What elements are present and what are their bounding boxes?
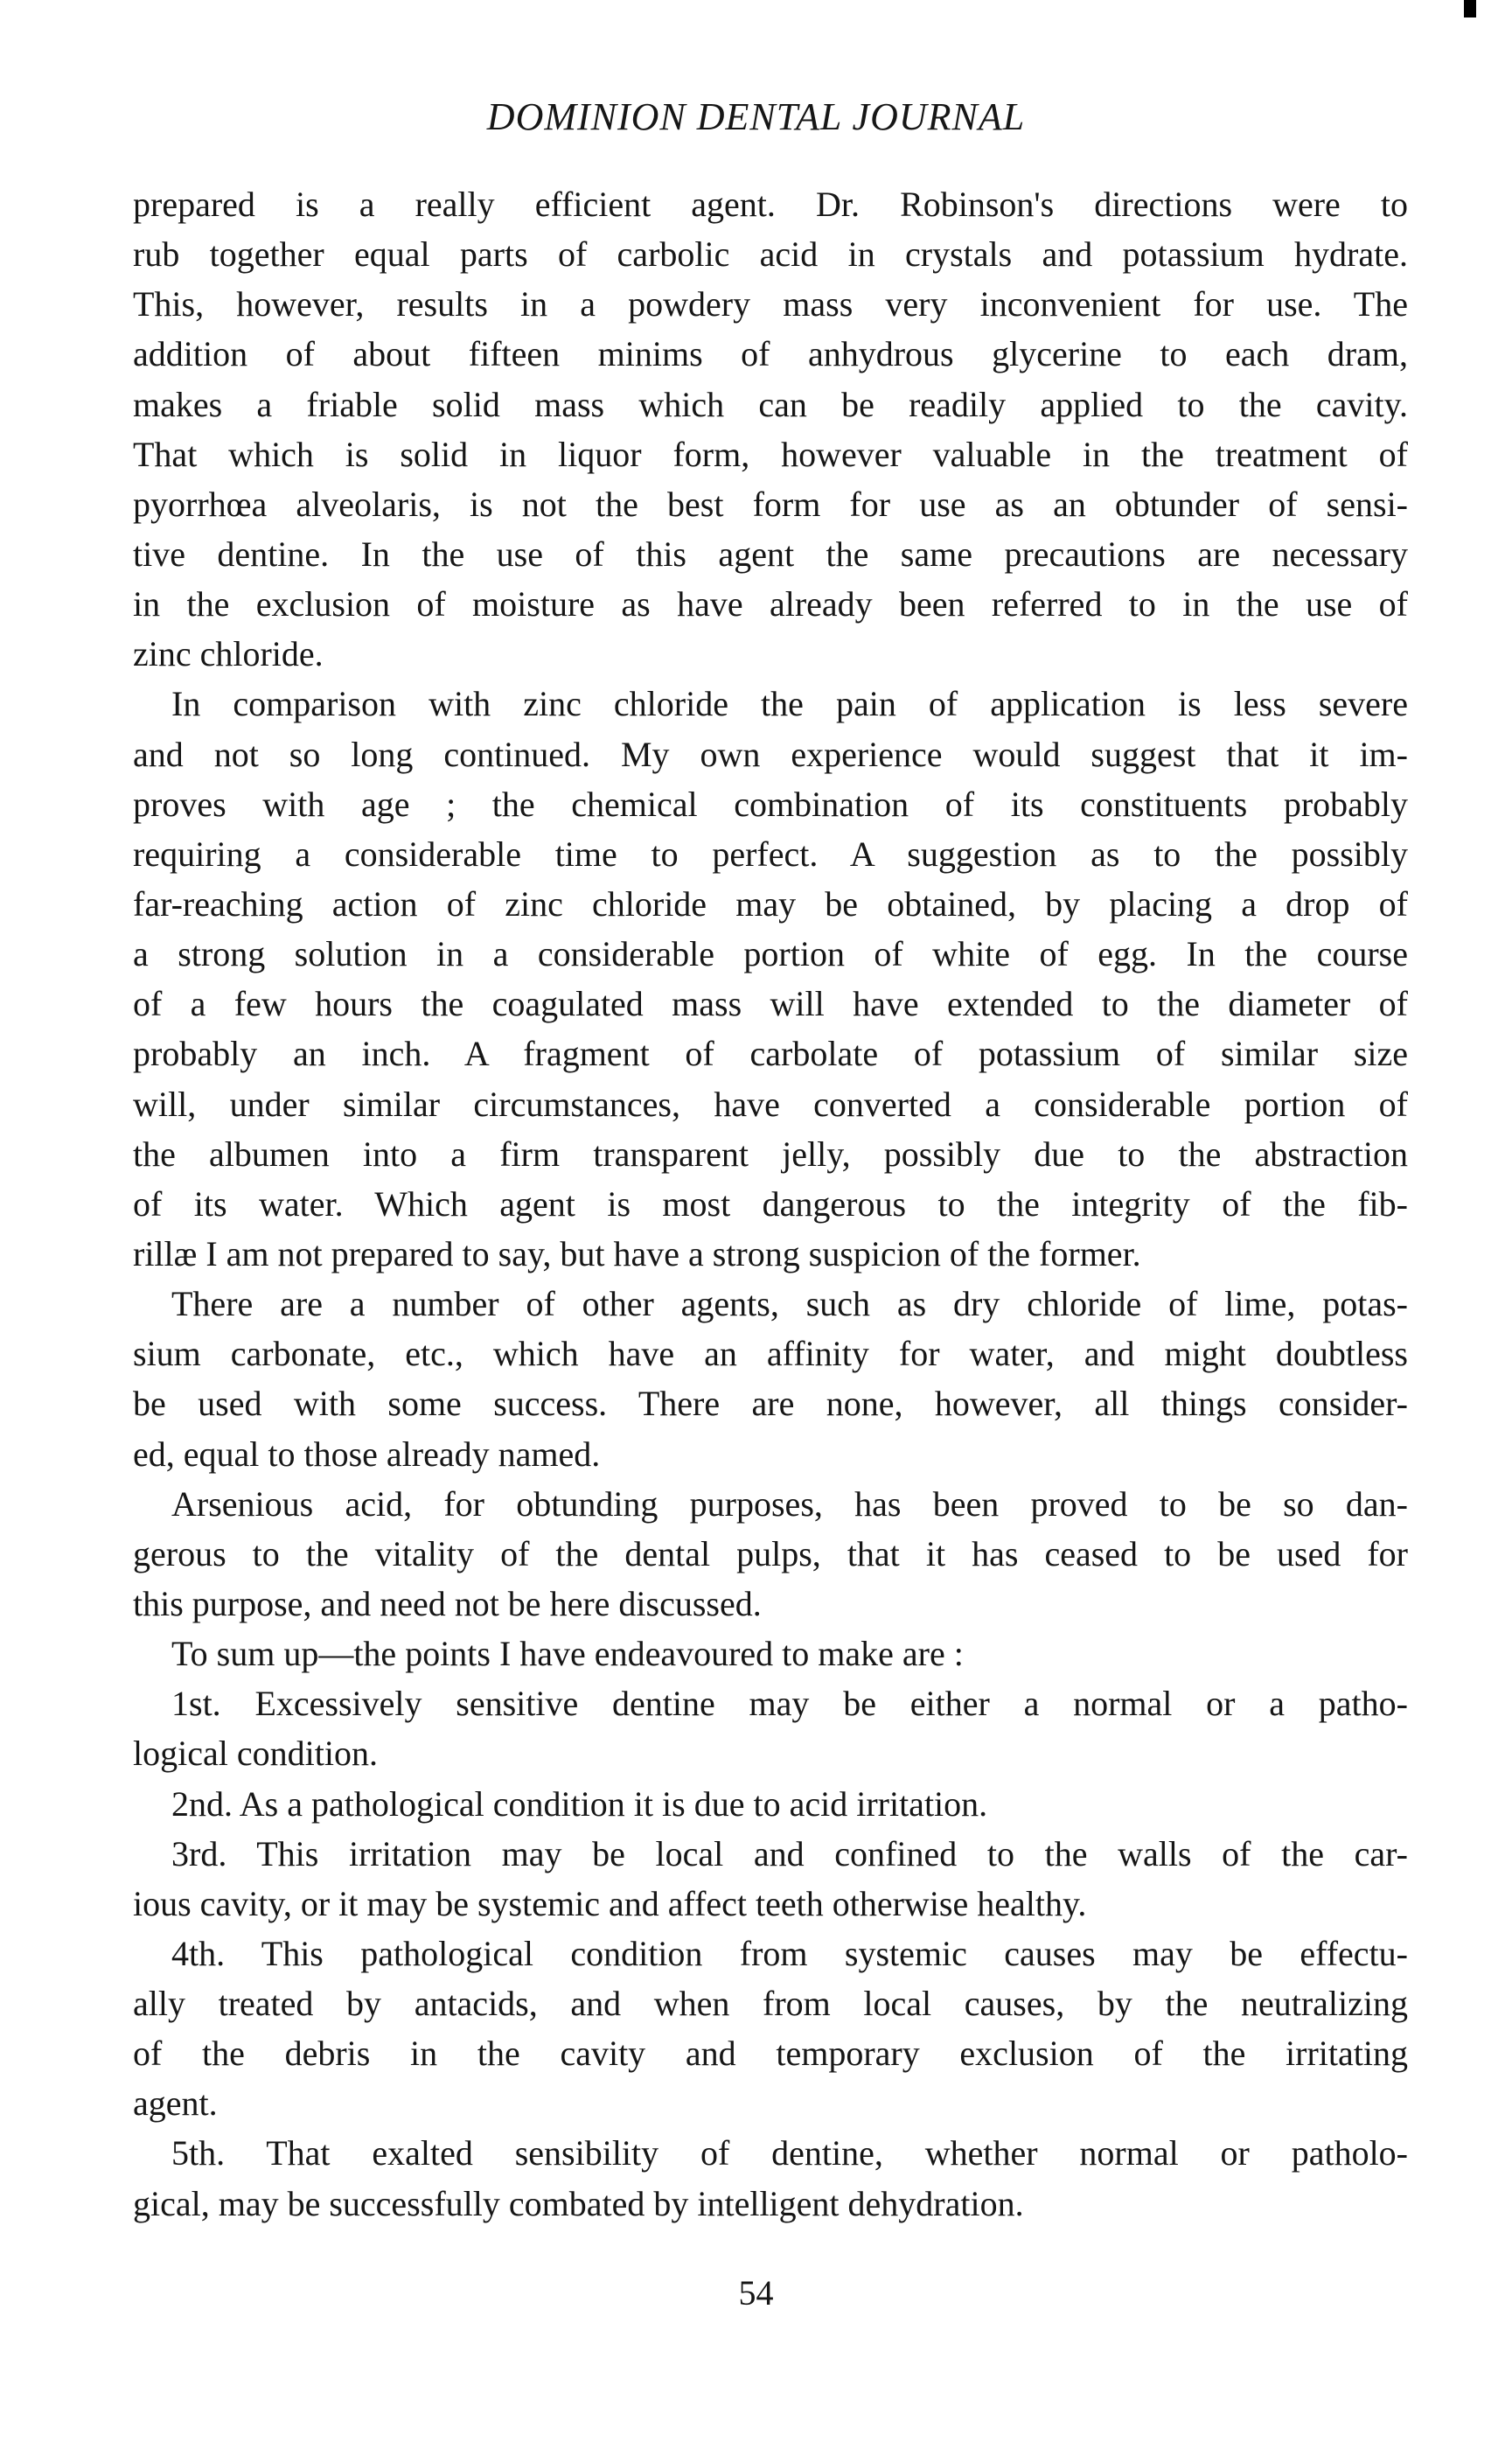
corner-mark — [1464, 0, 1476, 17]
text-line: and not so long continued. My own experience would suggest that it im- — [133, 734, 1408, 774]
text-line: sium carbonate, etc., which have an affinity for water, and might doubtless — [133, 1334, 1408, 1374]
text-line: in the exclusion of moisture as have already been referred to in the use of — [133, 584, 1408, 624]
text-line: 3rd. This irritation may be local and confined to the walls of the car- — [171, 1833, 1408, 1873]
text-line: Arsenious acid, for obtunding purposes, has been proved to be so dan- — [171, 1483, 1408, 1524]
text-line: There are a number of other agents, such as dry chloride of lime, potas- — [171, 1284, 1408, 1324]
text-line: of its water. Which agent is most dangerous to the integrity of the fib- — [133, 1183, 1408, 1224]
text-line: the albumen into a firm transparent jelly, possibly due to the abstraction — [133, 1134, 1408, 1174]
text-line: prepared is a really efficient agent. Dr. Robinson's directions were to — [133, 185, 1408, 224]
text-line: will, under similar circumstances, have converted a considerable portion of — [133, 1084, 1408, 1124]
text-line: zinc chloride. — [133, 634, 324, 674]
text-line: agent. — [133, 2083, 218, 2124]
text-line: This, however, results in a powdery mass very inconvenient for use. The — [133, 284, 1408, 324]
text-line: of a few hours the coagulated mass will have extended to the diameter of — [133, 984, 1408, 1024]
text-line: ious cavity, or it may be systemic and affect teeth otherwise healthy. — [133, 1883, 1087, 1923]
text-line: To sum up—the points I have endeavoured to make are : — [171, 1634, 964, 1674]
text-line: ally treated by antacids, and when from local causes, by the neutralizing — [133, 1984, 1408, 2024]
text-line: 2nd. As a pathological condition it is due to acid irritation. — [171, 1783, 988, 1824]
text-line: a strong solution in a considerable portion of white of egg. In the course — [133, 934, 1408, 974]
text-line: pyorrhœa alveolaris, is not the best form for use as an obtunder of sensi- — [133, 484, 1408, 524]
text-line: That which is solid in liquor form, however valuable in the treatment of — [133, 434, 1408, 474]
text-line: In comparison with zinc chloride the pain of application is less severe — [171, 684, 1408, 724]
text-line: of the debris in the cavity and temporary exclusion of the irritating — [133, 2034, 1408, 2074]
text-line: 5th. That exalted sensibility of dentine, whether normal or patholo- — [171, 2133, 1408, 2173]
text-line: addition of about fifteen minims of anhydrous glycerine to each dram, — [133, 334, 1408, 374]
text-line: requiring a considerable time to perfect. A suggestion as to the possibly — [133, 834, 1408, 874]
text-line: proves with age ; the chemical combination of its constituents probably — [133, 784, 1408, 824]
text-line: logical condition. — [133, 1734, 378, 1774]
text-line: far-reaching action of zinc chloride may be obtained, by placing a drop of — [133, 883, 1408, 924]
text-line: rillæ I am not prepared to say, but have a strong suspicion of the former. — [133, 1233, 1141, 1273]
text-line: makes a friable solid mass which can be readily applied to the cavity. — [133, 384, 1408, 424]
body-text — [133, 179, 1408, 2229]
text-line: probably an inch. A fragment of carbolate of potassium of similar size — [133, 1034, 1408, 1074]
text-line: ed, equal to those already named. — [133, 1434, 601, 1474]
text-line: rub together equal parts of carbolic acid in crystals and potassium hydrate. — [133, 234, 1408, 275]
text-line: this purpose, and need not be here discussed. — [133, 1583, 762, 1623]
page-number: 54 — [738, 2273, 774, 2313]
text-line: tive dentine. In the use of this agent the same precautions are necessary — [133, 534, 1408, 574]
text-line: 1st. Excessively sensitive dentine may be either a normal or a patho- — [171, 1684, 1408, 1724]
text-line: gical, may be successfully combated by intelligent dehydration. — [133, 2183, 1024, 2223]
text-line: be used with some success. There are none, however, all things consider- — [133, 1384, 1408, 1424]
text-line: 4th. This pathological condition from systemic causes may be effectu- — [171, 1933, 1408, 1973]
running-head: DOMINION DENTAL JOURNAL — [486, 95, 1026, 138]
text-line: gerous to the vitality of the dental pulps, that it has ceased to be used for — [133, 1533, 1408, 1573]
